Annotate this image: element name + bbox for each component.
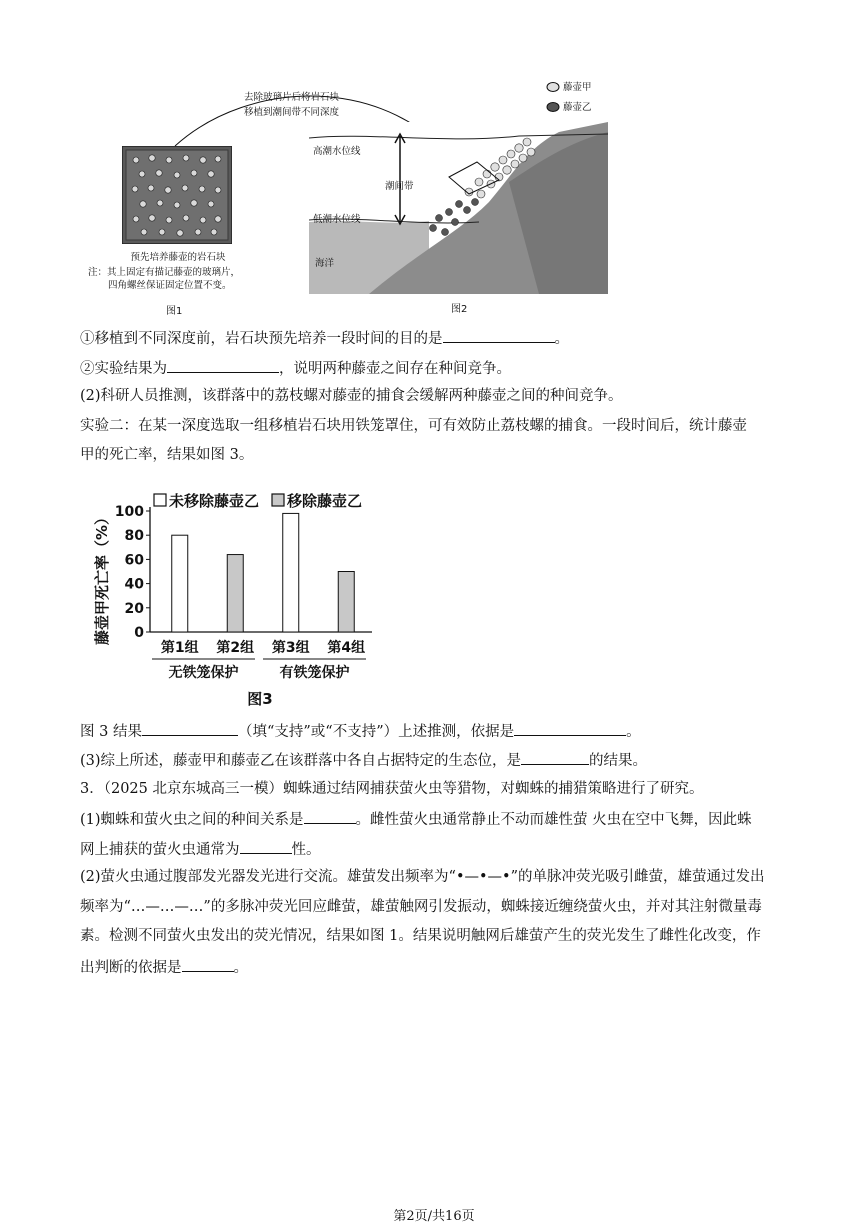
- question-2: ②实验结果为 ，说明两种藤壶之间存在种间竞争。: [80, 357, 511, 379]
- high-tide-label: 高潮水位线: [313, 146, 361, 157]
- answer-blank: [167, 357, 279, 373]
- problem3-q1-line1: (1)蜘蛛和萤火虫之间的种间关系是 。雌性萤火虫通常静止不动而雄性萤 火虫在空中飞舞，因此蛛: [80, 808, 752, 830]
- figure1-note-line2: 四角螺丝保证固定位置不变。: [108, 280, 232, 291]
- experiment2-line2: 甲的死亡率，结果如图 3。: [80, 447, 254, 463]
- legend-label: 移除藤壶乙: [287, 492, 363, 510]
- question-4: (3)综上所述，藤壶甲和藤壶乙在该群落中各自占据特定的生态位，是 的结果。: [80, 749, 647, 771]
- legend-swatch: [154, 494, 166, 506]
- answer-blank: [182, 956, 234, 972]
- y-tick-label: 20: [124, 600, 144, 617]
- x-tick-label: 第4组: [327, 640, 366, 656]
- bar: [227, 555, 243, 632]
- y-tick-label: 60: [124, 552, 144, 569]
- group-label: 有铁笼保护: [279, 665, 350, 681]
- barnacle-b-icon: [547, 103, 559, 112]
- figure1-note-line1: 注：其上固定有描记藤壶的玻璃片，: [88, 267, 241, 278]
- y-tick-label: 0: [134, 625, 144, 641]
- barnacle-legend-icons: [546, 81, 560, 115]
- x-tick-label: 第1组: [160, 640, 199, 656]
- group-label: 无铁笼保护: [168, 665, 239, 681]
- barnacle-a-icon: [547, 83, 559, 92]
- answer-blank: [142, 720, 238, 736]
- answer-blank: [304, 808, 356, 824]
- answer-blank: [240, 838, 292, 854]
- figure3-result-question: 图 3 结果 （填“支持”或“不支持”）上述推测，依据是 。: [80, 720, 641, 742]
- intertidal-label: 潮间带: [385, 181, 414, 192]
- problem3-q2-line4: 出判断的依据是 。: [80, 956, 248, 978]
- question-3: (2)科研人员推测，该群落中的荔枝螺对藤壶的捕食会缓解两种藤壶之间的种间竞争。: [80, 388, 623, 404]
- answer-blank: [521, 749, 589, 765]
- problem3-q1-line2: 网上捕获的萤火虫通常为 性。: [80, 838, 321, 860]
- bar: [338, 572, 354, 633]
- legend-barnacle-b: 藤壶乙: [563, 102, 592, 113]
- y-tick-label: 40: [124, 576, 144, 593]
- figure3-label: 图3: [247, 690, 273, 708]
- figure2-label: 图2: [451, 304, 468, 315]
- legend-label: 未移除藤壶乙: [169, 492, 260, 510]
- ocean-label: 海洋: [315, 258, 335, 269]
- bar: [283, 513, 299, 632]
- x-tick-label: 第2组: [216, 640, 255, 656]
- answer-blank: [443, 327, 555, 343]
- problem3-q2-line2: 频率为“…—…—…”的多脉冲荧光回应雌萤，雄萤触网引发振动，蜘蛛接近缠绕萤火虫，并对其注射微量毒: [80, 899, 762, 915]
- y-tick-label: 80: [124, 528, 144, 545]
- figure3-chart: [90, 487, 390, 715]
- y-axis-label: 藤壶甲死亡率（%）: [93, 509, 111, 646]
- problem3-q2-line1: (2)萤火虫通过腹部发光器发光进行交流。雄萤发出频率为“•—•—•”的单脉冲荧光吸引雌萤，雄萤通过发出: [80, 869, 765, 885]
- legend-swatch: [272, 494, 284, 506]
- low-tide-label: 低潮水位线: [313, 214, 361, 225]
- problem3-q2-line3: 素。检测不同萤火虫发出的荧光情况，结果如图 1。结果说明触网后雄萤产生的荧光发生了雌性化改变，作: [80, 928, 761, 944]
- arrow-text-line1: 去除玻璃片后将岩石块: [244, 92, 340, 103]
- bar: [172, 535, 188, 632]
- question-1: ①移植到不同深度前，岩石块预先培养一段时间的目的是 。: [80, 327, 569, 349]
- problem3-title: 3．（2025 北京东城高三一模）蜘蛛通过结网捕获萤火虫等猎物，对蜘蛛的捕猎策略进行了研究。: [80, 781, 704, 797]
- figure1-label: 图1: [166, 306, 183, 317]
- y-tick-label: 100: [114, 504, 144, 520]
- x-tick-label: 第3组: [271, 640, 310, 656]
- experiment2-line1: 实验二：在某一深度选取一组移植岩石块用铁笼罩住，可有效防止荔枝螺的捕食。一段时间后，统计藤壶: [80, 418, 747, 434]
- figure1-caption: 预先培养藤壶的岩石块: [130, 252, 226, 263]
- answer-blank: [514, 720, 626, 736]
- legend-barnacle-a: 藤壶甲: [563, 82, 592, 93]
- page-footer: 第2页/共16页: [393, 1209, 475, 1224]
- arrow-text-line2: 移植到潮间带不同深度: [244, 107, 340, 118]
